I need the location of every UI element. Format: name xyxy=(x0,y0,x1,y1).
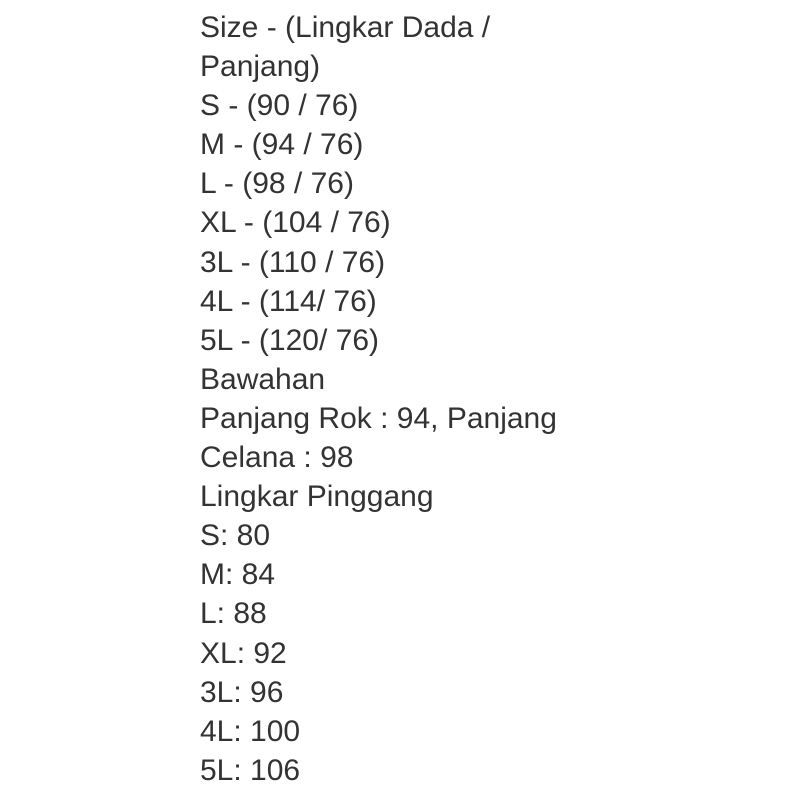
waist-size-s: S: 80 xyxy=(200,519,271,553)
top-size-3l: 3L - (110 / 76) xyxy=(200,245,386,279)
top-size-l: L - (98 / 76) xyxy=(200,167,354,201)
waist-size-xl: XL: 92 xyxy=(200,636,287,670)
bottoms-length-line2: Celana : 98 xyxy=(200,441,354,475)
waist-size-m: M: 84 xyxy=(200,558,276,592)
bottoms-heading: Bawahan xyxy=(200,362,326,396)
top-size-xl: XL - (104 / 76) xyxy=(200,206,391,240)
waist-size-3l: 3L: 96 xyxy=(200,675,284,709)
size-chart-title-line2: Panjang) xyxy=(200,50,321,84)
top-size-4l: 4L - (114/ 76) xyxy=(200,284,377,318)
waist-heading: Lingkar Pinggang xyxy=(200,480,434,514)
bottoms-length-line1: Panjang Rok : 94, Panjang xyxy=(200,401,557,435)
waist-size-l: L: 88 xyxy=(200,597,267,631)
waist-size-5l: 5L: 106 xyxy=(200,753,301,787)
top-size-5l: 5L - (120/ 76) xyxy=(200,323,379,357)
top-size-s: S - (90 / 76) xyxy=(200,89,359,123)
size-chart-text xyxy=(200,8,620,790)
size-chart-title-line1: Size - (Lingkar Dada / xyxy=(200,11,491,44)
waist-size-4l: 4L: 100 xyxy=(200,714,301,748)
top-size-m: M - (94 / 76) xyxy=(200,128,364,162)
